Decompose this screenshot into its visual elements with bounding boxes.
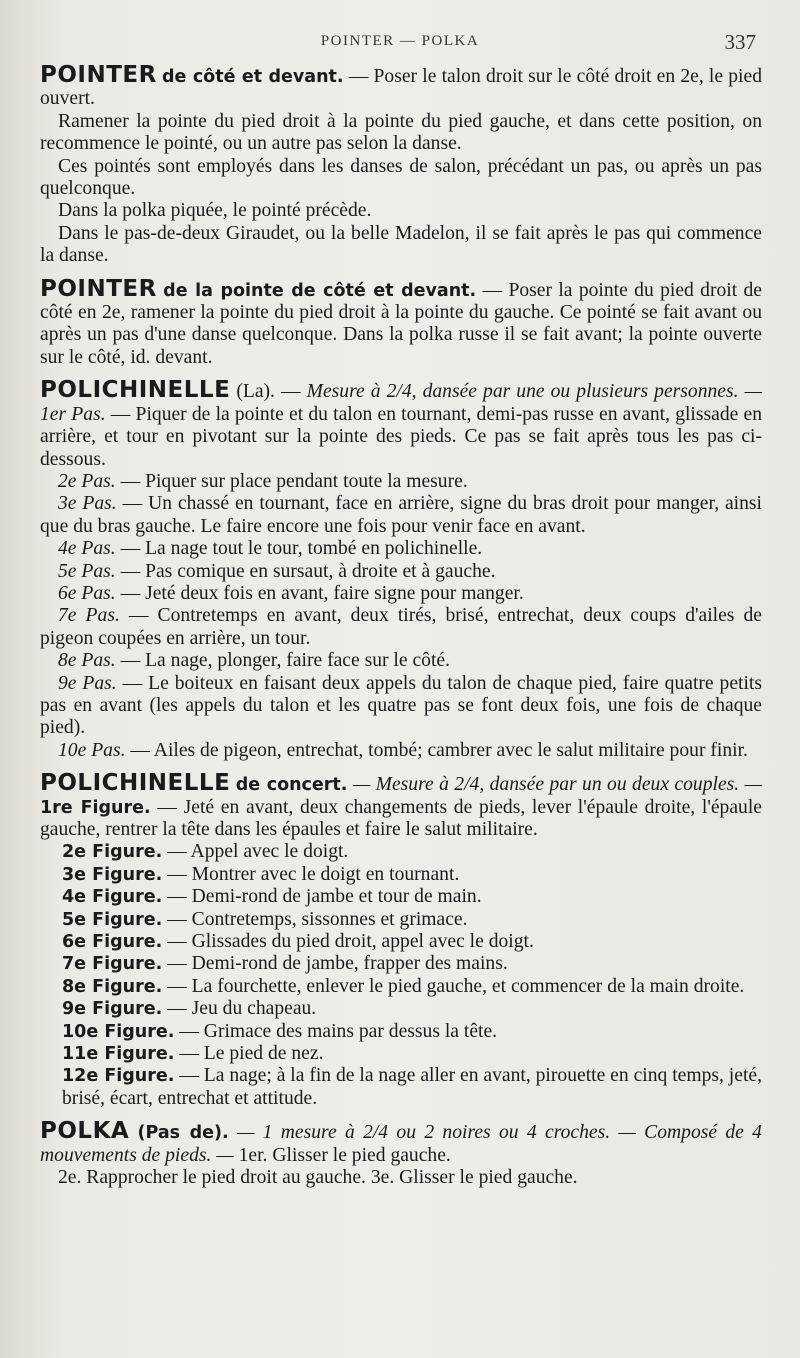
entry-text: Dans la polka piquée, le pointé précède. (58, 200, 372, 222)
entry-polka (40, 1120, 762, 1189)
figure-label: 4e Figure. (62, 887, 163, 908)
figure-line (40, 886, 762, 908)
entry-text: 2e. Rapprocher le pied droit au gauche. 3e. Glisser le pied gauche. (58, 1167, 578, 1189)
pas-line (40, 561, 762, 583)
pas-text: — Piquer sur place pendant toute la mesure. (115, 470, 468, 492)
figure-line (40, 931, 762, 953)
figure-text: — Demi-rond de jambe et tour de main. (162, 886, 482, 908)
entry-keyword: POLKA (40, 1118, 130, 1145)
pas-text: — Pas comique en sursaut, à droite et à gauche. (115, 560, 496, 582)
pas-label: 3e Pas. (58, 493, 117, 515)
figure-text: — Jeu du chapeau. (162, 998, 317, 1020)
page-header (0, 30, 800, 56)
pas-text: — Ailes de pigeon, entrechat, tombé; cambrer avec le salut militaire pour finir. (125, 739, 748, 761)
entry-keyword: POINTER (40, 62, 157, 88)
figure-text: — Glissades du pied droit, appel avec le doigt. (162, 931, 534, 953)
figure-line (40, 998, 762, 1020)
figure-line (40, 909, 762, 931)
figure-text: — Contretemps, sissonnes et grimace. (162, 908, 468, 930)
figure-text: — La nage; à la fin de la nage aller en avant, pirouette en cinq temps, jeté, brisé, écart, entrechat et attitude. (62, 1065, 762, 1109)
figure-label: 5e Figure. (62, 909, 163, 930)
pas-label: 6e Pas. (58, 582, 116, 604)
entry-text: Ramener la pointe du pied droit à la pointe du pied gauche, et dans cette position, on recommence le pointé, ou un autre pas selon la danse. (40, 110, 762, 155)
figure-label: 9e Figure. (62, 999, 163, 1020)
figure-text: — Le pied de nez. (174, 1043, 324, 1065)
figure-text: — Demi-rond de jambe, frapper des mains. (162, 953, 508, 975)
page-number: 337 (724, 30, 756, 54)
page-body (40, 64, 762, 1190)
figure-label: 12e Figure. (62, 1066, 175, 1087)
pas-line (40, 583, 762, 605)
entry-subtitle: de la pointe de côté et devant. (163, 280, 477, 301)
pas-line (40, 493, 762, 538)
entry-title-rest: (La). — (230, 381, 307, 403)
pas-label: 4e Pas. (58, 538, 116, 560)
entry-keyword: POLICHINELLE (40, 770, 231, 797)
pas-text: — Un chassé en tournant, face en arrière, signe du bras droit pour manger, ainsi que du bras gauche. Le faire encore une fois pour venir face en avant. (40, 493, 762, 537)
entry-text: 1er. Glisser le pied gauche. (238, 1144, 451, 1166)
pas-text: — Jeté deux fois en avant, faire signe pour manger. (115, 582, 524, 604)
pas-label: 9e Pas. (58, 672, 117, 694)
figure-line (40, 1043, 762, 1065)
figure-label: 1re Figure. (40, 797, 151, 818)
entry-text: — Poser la pointe du pied droit de côté en 2e, ramener la pointe du pied droit à la pointe du gauche. Ce pointé se fait avant ou après un pas d'une danse quelconque. Dans la polka russe il se fait avant; la pointe ouverte sur le côté, id. devant. (40, 279, 762, 368)
pas-text: — Le boiteux en faisant deux appels du talon de chaque pied, faire quatre petits pas en avant (les appels du talon et les quatre pas se font deux fois, une fois de chaque pied). (40, 672, 762, 739)
figure-label: 8e Figure. (62, 976, 163, 997)
figure-line (40, 976, 762, 998)
pas-label: 7e Pas. (58, 605, 120, 627)
entry-subtitle: (Pas de). (137, 1123, 229, 1144)
entry-text: — Piquer de la pointe et du talon en tournant, demi-pas russe en avant, glissade en arrière, et tour en pivotant sur la pointe des pieds. Ce pas se fait après tous les pas ci-dessous. (40, 403, 762, 470)
figure-label: 2e Figure. (62, 842, 163, 863)
pas-line (40, 538, 762, 560)
pas-text: — La nage, plonger, faire face sur le côté. (115, 650, 451, 672)
entry-text: Dans le pas-de-deux Giraudet, ou la belle Madelon, il se fait après le pas qui commence la danse. (40, 222, 762, 267)
entry-keyword: POINTER (40, 275, 157, 302)
figure-text: — La fourchette, enlever le pied gauche, et commencer de la main droite. (162, 975, 745, 997)
figure-label: 6e Figure. (62, 932, 163, 953)
figure-line (40, 953, 762, 975)
pas-label: 2e Pas. (58, 470, 116, 492)
entry-text: — Poser le talon droit sur le côté droit en 2e, le pied ouvert. (40, 66, 762, 110)
pas-label: 10e Pas. (58, 739, 126, 761)
entry-pointer-pointe (40, 275, 762, 370)
entry-subtitle: de concert. (235, 775, 348, 796)
entry-pointer-cote (40, 64, 762, 268)
figure-label: 10e Figure. (62, 1021, 175, 1042)
pas-text: — Contretemps en avant, deux tirés, brisé, entrechat, deux coups d'ailes de pigeon coupées en arrière, un tour. (40, 605, 762, 649)
entry-text: Ces pointés sont employés dans les danses de salon, précédant un pas, ou après un pas quelconque. (40, 155, 762, 200)
pas-label: 8e Pas. (58, 650, 116, 672)
entry-polichinelle (40, 379, 762, 762)
entry-keyword: POLICHINELLE (40, 377, 231, 404)
figure-label: 7e Figure. (62, 954, 163, 975)
pas-line (40, 471, 762, 493)
pas-line (40, 673, 762, 740)
entry-title-italic: — Mesure à 2/4, dansée par un ou deux couples. — (347, 774, 762, 796)
entry-polichinelle-concert (40, 772, 762, 1110)
figure-text: — Appel avec le doigt. (162, 841, 349, 863)
figure-line (40, 1065, 762, 1110)
figure-text: — Montrer avec le doigt en tournant. (162, 863, 460, 885)
pas-text: — La nage tout le tour, tombé en polichinelle. (115, 538, 483, 560)
pas-line (40, 650, 762, 672)
pas-line (40, 740, 762, 762)
figure-line (40, 864, 762, 886)
figure-label: 3e Figure. (62, 864, 163, 885)
entry-title-italic: Mesure à 2/4, dansée par une ou plusieurs personnes. — 1er Pas. (40, 381, 762, 425)
figure-line (40, 1021, 762, 1043)
pas-label: 5e Pas. (58, 560, 116, 582)
pas-line (40, 605, 762, 650)
figure-line (40, 841, 762, 863)
figure-text: — Jeté en avant, deux changements de pieds, lever l'épaule droite, l'épaule gauche, rentrer la tête dans les épaules et faire le salut militaire. (40, 796, 762, 840)
running-title: POINTER — POLKA (320, 33, 480, 49)
entry-title-italic: — 1 mesure à 2/4 ou 2 noires ou 4 croches. — Composé de 4 mouvements de pieds. — (40, 1122, 762, 1166)
figure-label: 11e Figure. (62, 1044, 175, 1065)
entry-subtitle: de côté et devant. (162, 67, 344, 87)
figure-text: — Grimace des mains par dessus la tête. (174, 1020, 498, 1042)
